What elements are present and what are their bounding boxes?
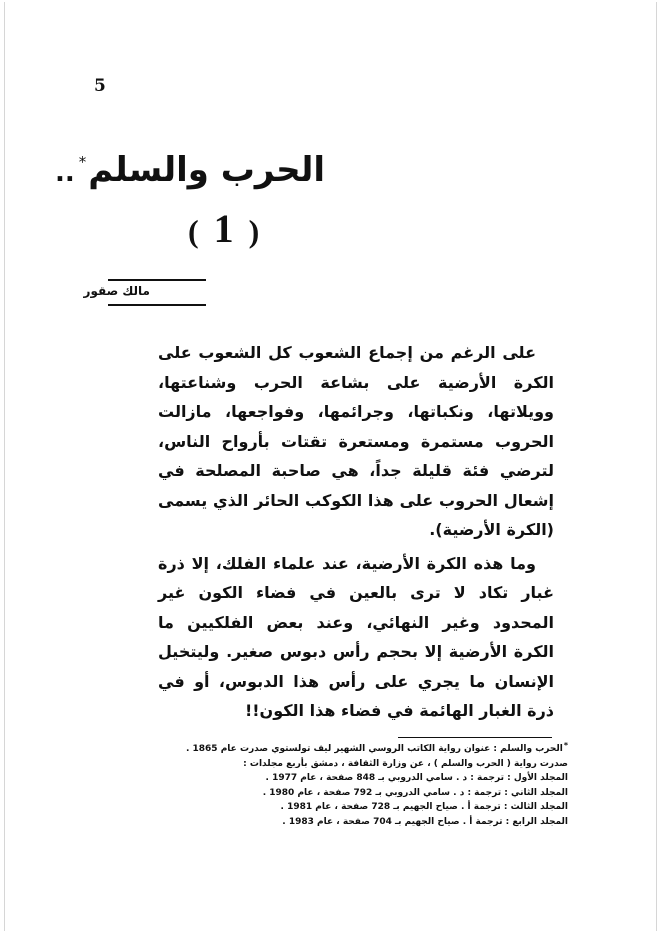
author-name: مالك صقور (83, 284, 150, 298)
footnote-line: المجلد الثالث : ترجمة أ . صياح الجهيم بـ 728 صفحة ، عام 1981 . (280, 802, 568, 812)
part-number (188, 205, 259, 252)
footnote-line: المجلد الثاني : ترجمة : د . سامي الدروبي بـ 792 صفحة ، عام 1980 . (262, 787, 568, 798)
page-number: 5 (94, 76, 106, 96)
footnote-text: الحرب والسلم : عنوان رواية الكاتب الروسي الشهير ليف تولستوي صدرت عام 1865 . (185, 744, 563, 754)
title-text: الحرب والسلم (88, 150, 325, 190)
paragraph: وما هذه الكرة الأرضية، عند علماء الفلك، إلا ذرة غبار تكاد لا ترى بالعين في فضاء الكون غير المحدود وغير النهائي، وعند بعض الفلكيين ما الكرة الأرضية إلا بحجم رأس دبوس صغير. وليتخيل الإنسان ما يجري على رأس هذا الدبوس، أو في ذرة الغبار الهائمة في فضاء هذا الكون!! (158, 553, 554, 720)
footnote-separator (398, 737, 552, 738)
part-open-paren: ( (188, 213, 199, 249)
footnote-line (185, 741, 568, 757)
footnotes (185, 741, 568, 829)
footnote-line: صدرت رواية ( الحرب والسلم ) ، عن وزارة الثقافة ، دمشق بأربع مجلدات : (243, 758, 568, 769)
part-number-value: 1 (213, 206, 234, 251)
part-close-paren: ) (248, 213, 260, 249)
footnote-marker: * (563, 741, 568, 750)
article-body (158, 338, 554, 726)
footnote-line: المجلد الأول : ترجمة : د . سامي الدروبي بـ 848 صفحة ، عام 1977 . (265, 773, 568, 783)
paragraph: على الرغم من إجماع الشعوب كل الشعوب على الكرة الأرضية على بشاعة الحرب وشناعتها، وويلاتها، ونكباتها، وجرائمها، وفواجعها، مازالت الحروب مستمرة ومستعرة تقتات بأرواح الناس، لترضي فئة قليلة جداً، هي صاحبة المصلحة في إشعال الحروب على هذا الكوكب الحائر الذي يسمى (الكرة الأرضية). (158, 343, 554, 539)
title-dots: .. (54, 158, 75, 188)
author-rule-bottom (108, 304, 206, 306)
chapter-title (55, 150, 325, 190)
title-footnote-marker: * (78, 153, 87, 171)
author-rule-top (108, 279, 206, 281)
footnote-line: المجلد الرابع : ترجمة أ . صياح الجهيم بـ 704 صفحة ، عام 1983 . (282, 816, 568, 827)
